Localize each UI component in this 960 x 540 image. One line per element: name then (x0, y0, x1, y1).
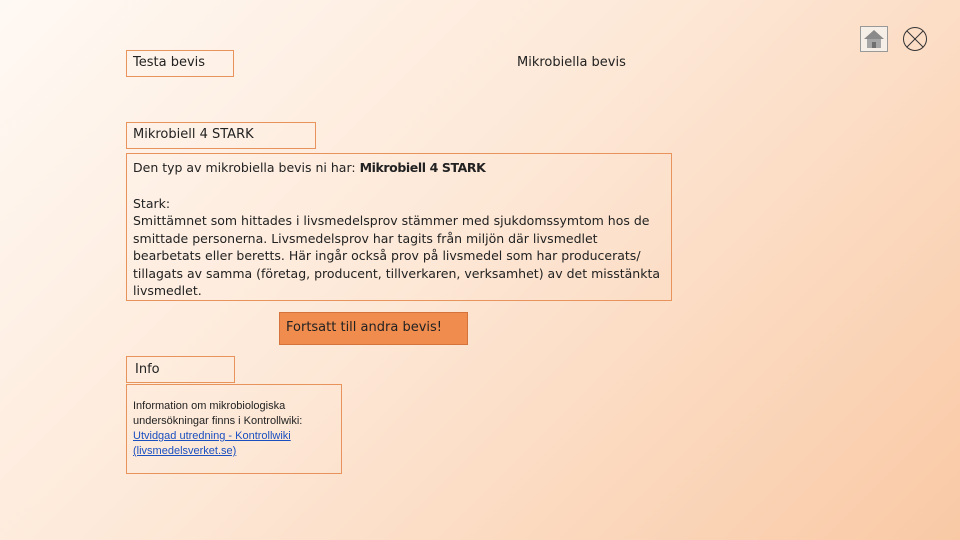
home-icon (861, 27, 887, 51)
close-button[interactable] (902, 26, 928, 52)
info-label: Info (126, 356, 235, 383)
kontrollwiki-link[interactable]: Utvidgad utredning - Kontrollwiki (livsmedelsverket.se) (133, 430, 291, 457)
info-text: Information om mikrobiologiska undersökningar finns i Kontrollwiki: (133, 400, 303, 427)
evidence-type-label: Mikrobiell 4 STARK (126, 122, 316, 149)
page-title: Mikrobiella bevis (517, 55, 626, 70)
testa-bevis-label: Testa bevis (126, 50, 234, 77)
evidence-intro (133, 159, 665, 177)
evidence-description: Smittämnet som hittades i livsmedelsprov stämmer med sjukdomssymtom hos de smittade personerna. Livsmedelsprov har tagits från miljön där livsmedlet bearbetats eller beretts. Här ingår också prov på livsmedel som har producerats/ tillagats av samma (företag, producent, tillverkaren, verksamhet) av det misstänkta livsmedlet. (133, 213, 661, 298)
close-icon (902, 26, 928, 52)
evidence-description-panel (126, 153, 672, 301)
evidence-intro-prefix: Den typ av mikrobiella bevis ni har: (133, 160, 356, 175)
continue-button[interactable]: Fortsatt till andra bevis! (279, 312, 468, 345)
strength-heading: Stark: (133, 195, 171, 211)
evidence-intro-value: Mikrobiell 4 STARK (359, 160, 486, 175)
info-panel (126, 384, 342, 474)
home-button[interactable] (860, 26, 888, 52)
